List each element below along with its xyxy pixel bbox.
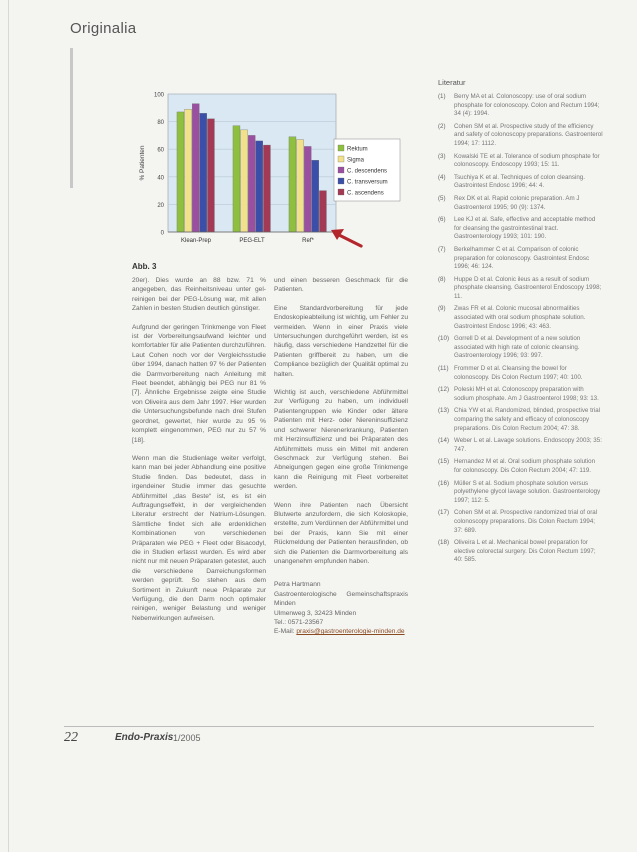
bar: [248, 135, 255, 232]
bar: [192, 104, 199, 232]
bar: [297, 140, 304, 232]
reference-text: Frommer D et al. Cleansing the bowel for colonoscopy. Dis Colon Rectum 1997; 40: 100.: [454, 365, 583, 381]
reference-text: Chia YW et al. Randomized, blinded, prospective trial comparing the safety and efficacy of colonoscopy preparations. Dis Colon Rectum 2004; 47: 38.: [454, 407, 601, 432]
bar: [207, 119, 214, 232]
y-tick-label: 100: [153, 92, 164, 99]
reference-item: [438, 365, 603, 382]
bar: [319, 191, 326, 232]
legend-label: Rektum: [347, 146, 368, 153]
journal-name: Endo-Praxis: [115, 732, 174, 743]
legend-swatch: [338, 145, 344, 151]
paragraph: Wichtig ist auch, verschiedene Abführmittel zur Verfügung zu haben, um individuell Patientengruppen wie Kinder oder ältere Patienten mit Herz- oder Niereninsuffizienz und schwerer Nierenerkrankung, Patienten mit Herzinsuffizienz und bei Präparaten des Abführmittels muss ein Mittel mit anderen Geschmack zur Verfügung stehen. Bei Abneigungen gegen eine große Trinkmenge kann die Reinigung mit Fleet vorbereitet werden.: [274, 389, 408, 491]
legend-label: C. ascendens: [347, 190, 384, 197]
reference-item: [438, 123, 603, 149]
bar: [263, 145, 270, 232]
reference-item: [438, 458, 603, 475]
reference-item: [438, 153, 603, 170]
legend-label: C. descendens: [347, 168, 388, 175]
reference-item: [438, 305, 603, 331]
bar: [177, 112, 184, 232]
x-tick-label: Ref*: [302, 238, 314, 244]
legend-label: Sigma: [347, 157, 365, 164]
reference-text: Berry MA et al. Colonoscopy: use of oral sodium phosphate for colonoscopy. Colon and Rectum 1994; 34 (4): 1994.: [454, 93, 600, 118]
reference-number: (18): [438, 539, 450, 547]
reference-number: (17): [438, 509, 450, 517]
email-link[interactable]: praxis@gastroenterologie-minden.de: [296, 628, 405, 636]
reference-text: Hernandez M et al. Oral sodium phosphate solution for colonoscopy. Dis Colon Rectum 2004; 47: 119.: [454, 458, 596, 474]
references-title: Literatur: [438, 78, 466, 87]
reference-number: (15): [438, 458, 450, 466]
legend-swatch: [338, 167, 344, 173]
page-number: 22: [64, 730, 78, 745]
reference-text: Oliveira L et al. Mechanical bowel preparation for elective colorectal surgery. Dis Colon Rectum 1997; 40: 585.: [454, 539, 596, 564]
reference-item: [438, 480, 603, 506]
reference-text: Rex DK et al. Rapid colonic preparation. Am J Gastroenterol 1995; 90 (9): 1374.: [454, 194, 580, 211]
reference-number: (4): [438, 173, 446, 181]
footer-rule: [64, 726, 594, 727]
reference-item: [438, 407, 603, 433]
reference-number: (1): [438, 93, 446, 100]
paragraph: 20er). Dies wurde an 88 bzw. 71 % angegeben, das Reinheitsniveau unter gel-reinigen bei der PEG-Lösung war, mit allen Zahlen in besten Studien deutlich günstiger.: [132, 277, 266, 313]
body-column-left: [132, 276, 266, 632]
bar: [312, 160, 319, 232]
reference-number: (8): [438, 275, 446, 283]
bar: [304, 146, 311, 232]
reference-text: Lee KJ et al. Safe, effective and acceptable method for cleansing the gastrointestinal tract. Gastroenterology 1993; 101: 190.: [454, 216, 596, 241]
references: [438, 78, 603, 569]
reference-number: (16): [438, 479, 450, 487]
reference-number: (13): [438, 407, 450, 415]
journal-issue: 1/2005: [173, 733, 201, 743]
author-name: Petra Hartmann: [274, 581, 321, 589]
reference-number: (5): [438, 194, 446, 202]
reference-number: (12): [438, 386, 450, 394]
reference-item: [438, 539, 603, 565]
section-label: Originalia: [70, 20, 137, 37]
author-email-row: [274, 627, 408, 636]
annotation-arrow-head: [331, 229, 344, 240]
paragraph: Wenn ihre Patienten nach Übersicht Blutwerte anzufordern, die sich Koloskopie, erstellte, zum Verdünnen der Abführmittel und bei der Praxis, kann Sie mit einer Rückmeldung der Patienten herausfinden, ob sich die Patienten die Darmvorbereitung als unangenehm empfunden haben.: [274, 501, 408, 565]
reference-number: (7): [438, 245, 446, 253]
reference-text: Berkelhammer C et al. Comparison of colonic preparation for colonoscopy. Gastrointest Endosc 1996; 46: 124.: [454, 245, 590, 271]
author-street: Ulmenweg 3, 32423 Minden: [274, 609, 357, 617]
chart-svg: [128, 84, 413, 254]
x-tick-label: PEG-ELT: [239, 238, 265, 244]
legend-swatch: [338, 178, 344, 184]
paragraph: Aufgrund der geringen Trinkmenge von Fleet ist der Vorbereitungsaufwand leichter und komfortabler für alle Patienten durchzuführen. Laut Cohen noch vor der Vergleichsstudie über 1994, danach hatten 97 % der Patienten die Darmvorbereitung nach Anleitung mit Fleet beendet, abhängig bei PEG nur 81 % [7]. Ähnliche Ergebnisse zeigte eine Studie von Oliveira aus dem Jahr 1997. Hier wurden die Untersuchungsbefunde nach drei Stufen geordnet, gewertet, hier wurde zu 95 % komplett eingenommen, PEG nur zu 57 % [18].: [132, 323, 266, 444]
reference-text: Cohen SM et al. Prospective study of the efficiency and safety of colonoscopy preparations. Gastroenterol 1994; 17: 1112.: [454, 122, 603, 147]
bar: [289, 137, 296, 232]
reference-number: (9): [438, 305, 446, 313]
reference-number: (11): [438, 365, 449, 373]
reference-text: Kowalski TE et al. Tolerance of sodium phosphate for colonoscopy. Endoscopy 1993; 15: 11.: [454, 152, 600, 169]
reference-text: Cohen SM et al. Prospective randomized trial of oral colonoscopy preparations. Dis Colon Rectum 1994; 37: 689.: [454, 509, 598, 534]
reference-text: Müller S et al. Sodium phosphate solution versus polyethylene glycol lavage solution. Gastroenterology 1997; 112: 5.: [454, 479, 601, 504]
reference-item: [438, 195, 603, 212]
email-label: E-Mail:: [274, 628, 297, 636]
reference-item: [438, 386, 603, 403]
reference-text: Weber L et al. Lavage solutions. Endoscopy 2003; 35: 747.: [454, 437, 602, 453]
y-tick-label: 40: [157, 175, 164, 182]
reference-text: Zwas FR et al. Colonic mucosal abnormalities associated with oral sodium phosphate solution. Gastrointest Endosc 1996; 43: 463.: [454, 305, 586, 330]
reference-item: [438, 437, 603, 454]
author-address: [274, 580, 408, 636]
legend-swatch: [338, 189, 344, 195]
y-tick-label: 20: [157, 202, 164, 209]
y-tick-label: 80: [157, 120, 164, 127]
paragraph: Eine Standardvorbereitung für jede Endoskopieabteilung ist wichtig, um Fehler zu vermeiden. Wenn in einer Praxis viele Untersuchungen durchgeführt werden, ist es häufig, dass verschiedene Handzettel für die Patienten griffbereit zu haben, um die Compliance bezüglich der Qualität optimal zu halten.: [274, 304, 408, 378]
paragraph: Wenn man die Studienlage weiter verfolgt, kann man bei jeder Abhandlung eine positive Studie finden. Das bedeutet, dass in irgendeiner Studie immer das gesuchte Abführmittel „das Beste“ ist, es ist ein Auftragungseffekt, in der vergleichenden Literatur erstrecht der Natrium-Lösungen. Sämtliche findet sich alle erdenklichen Kombinationen von verschiedenen Präparaten wie PEG + Fleet oder Bisacodyl, die in Studien erfasst wurden. Es wird aber nicht nur mit neuen Präparaten getestet, auch die verschiedene Darreichungsformen werden geprüft. So stehen aus dem Sortiment in Zukunft neue Präparate zur Verfügung, die den Darm noch optimaler reinigen, weniger Belastung und weniger Nebenwirkungen aufweisen.: [132, 454, 266, 622]
page-footer: [40, 730, 580, 746]
bar: [200, 113, 207, 232]
reference-item: [438, 174, 603, 191]
y-tick-label: 60: [157, 147, 164, 154]
x-tick-label: Klean-Prep: [180, 238, 212, 244]
reference-item: [438, 335, 603, 361]
reference-number: (2): [438, 122, 446, 130]
reference-text: Tsuchiya K et al. Techniques of colon cleansing. Gastrointest Endosc 1996; 44: 4.: [454, 173, 585, 190]
reference-text: Gorrell D et al. Development of a new solution associated with high rate of colonic cleansing. Gastroenterology 1996; 93: 997.: [454, 335, 581, 360]
reference-item: [438, 93, 603, 119]
y-tick-label: 0: [160, 230, 164, 237]
bar-chart: [128, 84, 413, 254]
reference-number: (14): [438, 437, 450, 445]
reference-text: Poleski MH et al. Colonoscopy preparation with sodium phosphate. Am J Gastroenterol 1998; 93: 13.: [454, 386, 599, 402]
legend-label: C. transversum: [347, 179, 388, 186]
reference-list: [438, 93, 603, 565]
body-column-middle: [274, 276, 408, 637]
reference-item: [438, 276, 603, 302]
reference-number: (3): [438, 152, 446, 160]
reference-item: [438, 246, 603, 272]
reference-item: [438, 509, 603, 535]
bar: [185, 109, 192, 232]
reference-item: [438, 216, 603, 242]
author-institution: Gastroenterologische Gemeinschaftspraxis Minden: [274, 590, 408, 608]
figure-caption: Abb. 3: [132, 262, 157, 271]
author-phone: Tel.: 0571-23567: [274, 619, 324, 626]
legend-swatch: [338, 156, 344, 162]
bar: [241, 130, 248, 232]
reference-number: (10): [438, 335, 450, 343]
annotation-arrow-shaft: [337, 234, 361, 246]
reference-text: Huppe D et al. Colonic ileus as a result of sodium phosphate cleansing. Gastroenterol Endoscopy 1998; 11.: [454, 275, 602, 300]
bar: [233, 126, 240, 232]
paragraph: und einen besseren Geschmack für die Patienten.: [274, 277, 408, 294]
bar: [256, 141, 263, 232]
reference-number: (6): [438, 216, 446, 224]
y-axis-label: % Patienten: [139, 145, 146, 181]
margin-bar: [70, 48, 73, 188]
